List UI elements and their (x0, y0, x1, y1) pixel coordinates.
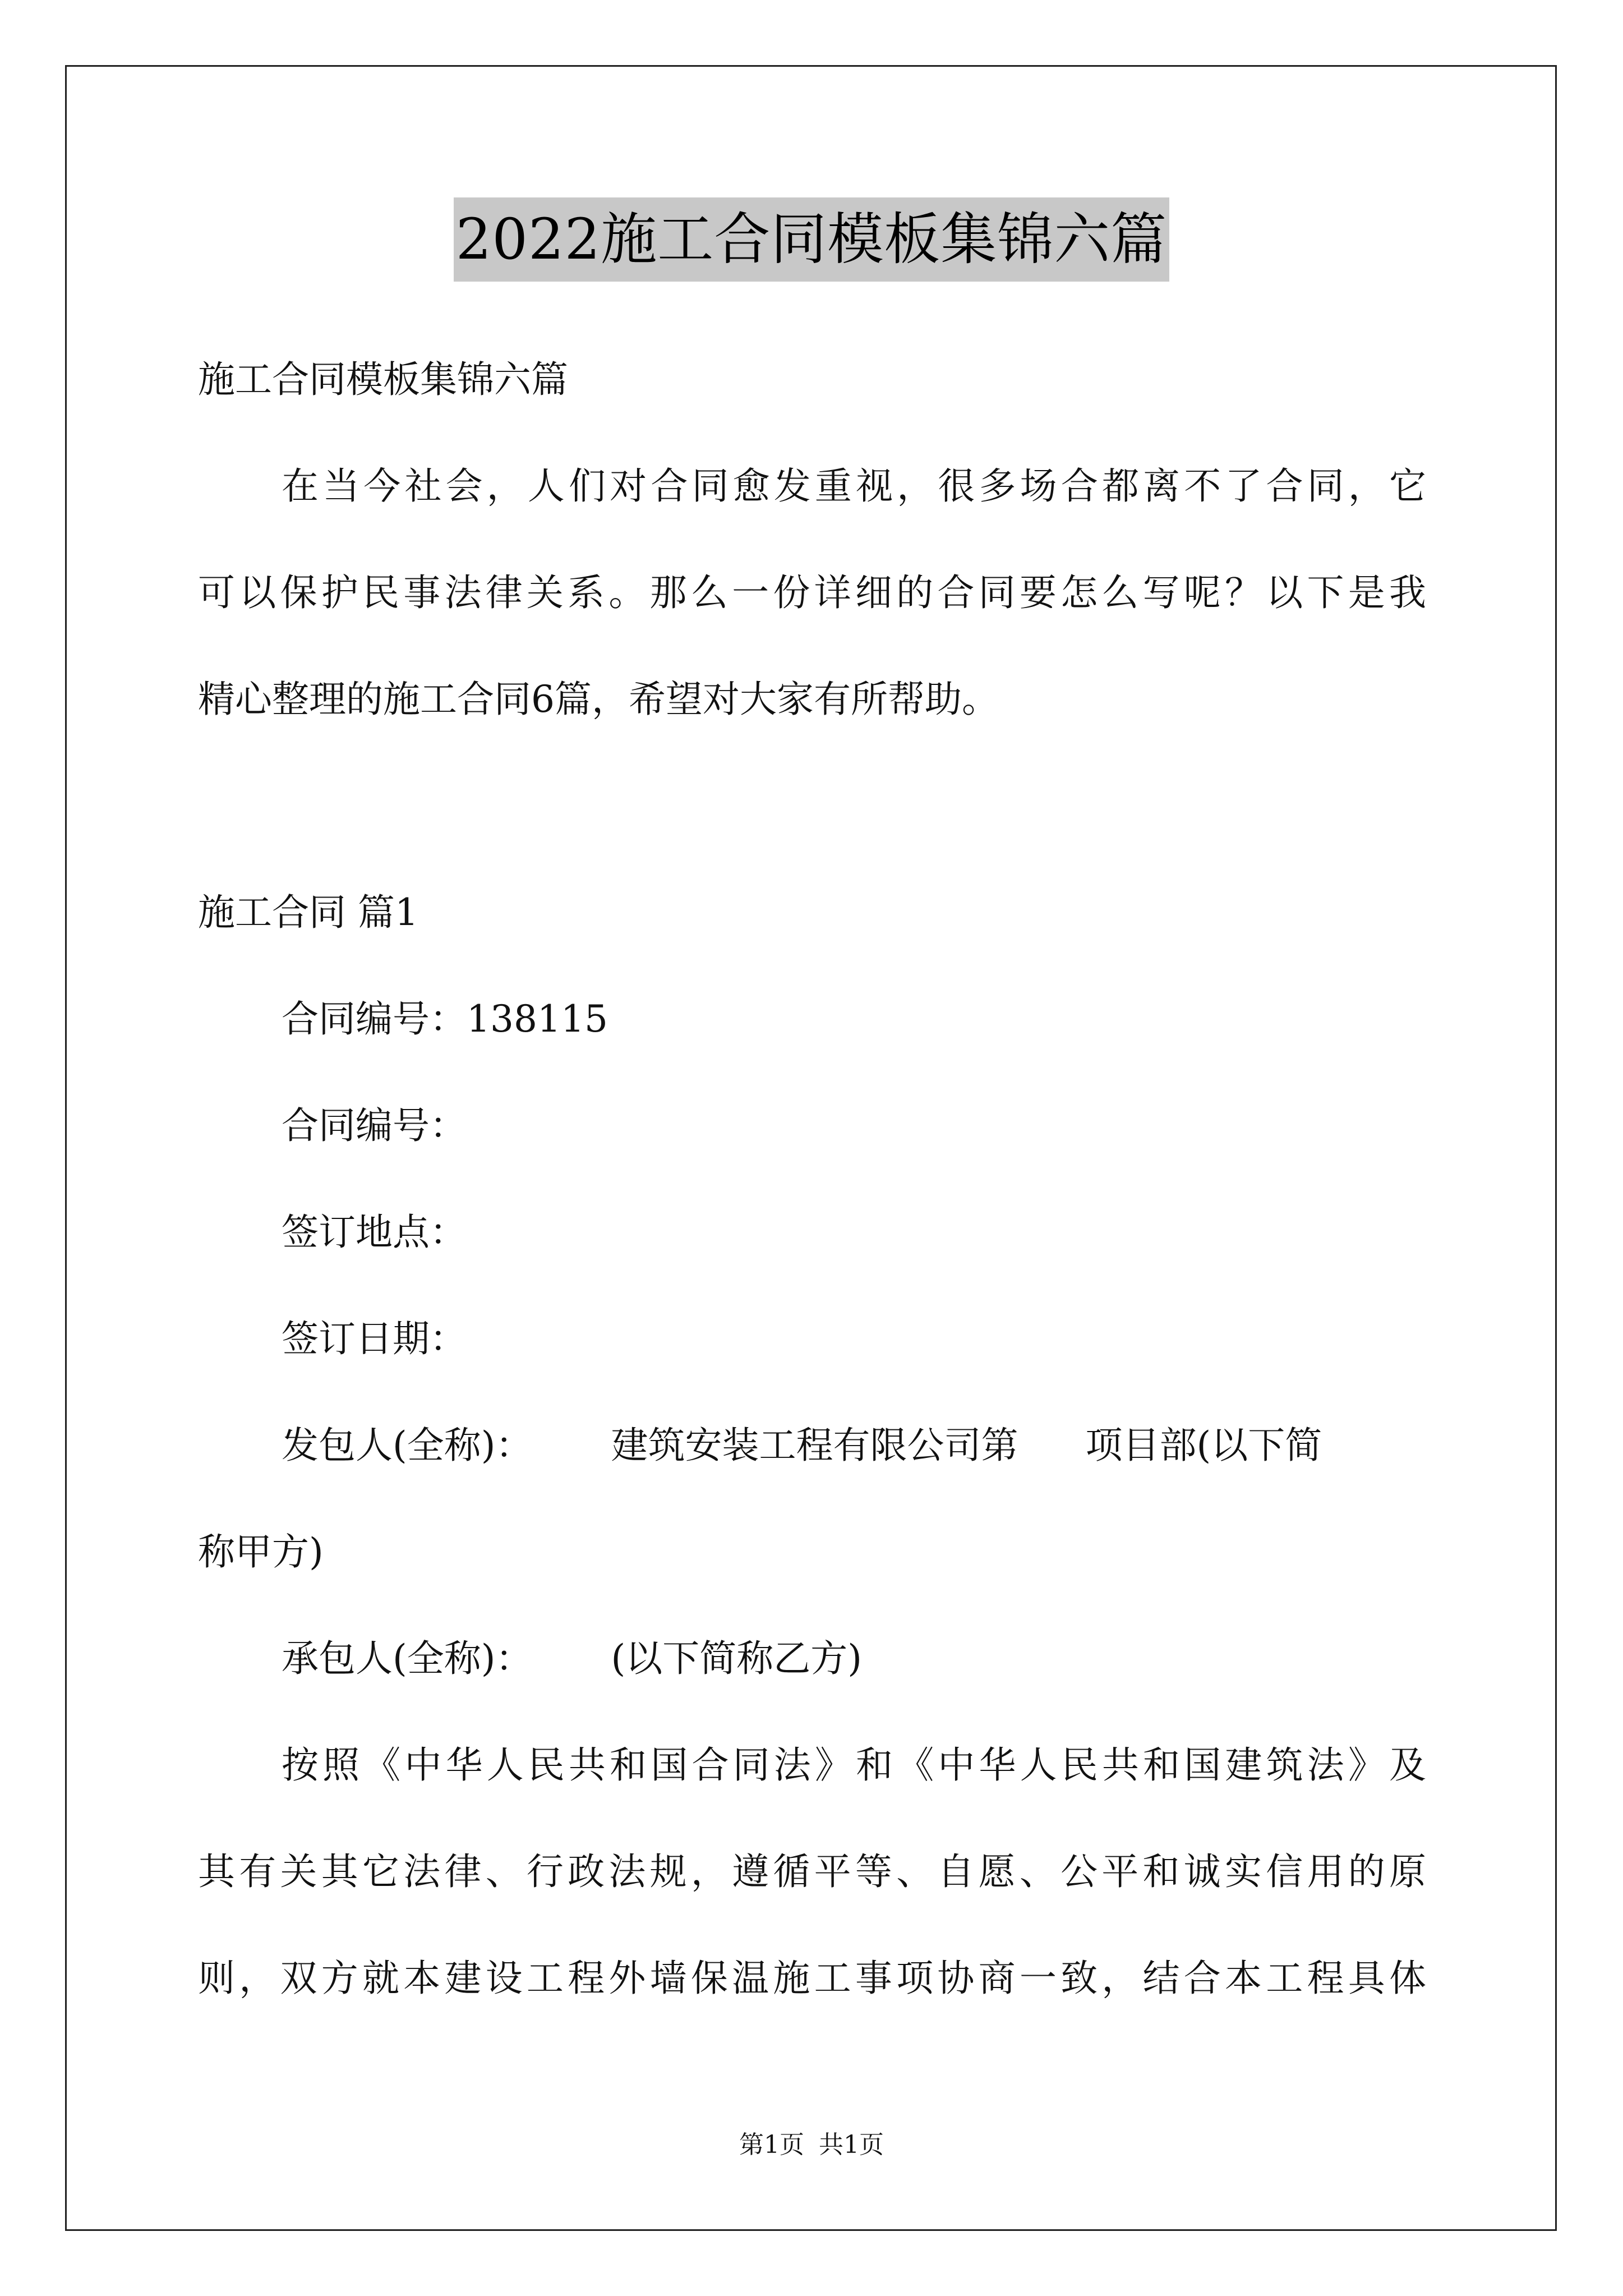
sign-place-label: 签订地点： (282, 1211, 467, 1254)
body-line-1: 按照《中华人民共和国合同法》和《中华人民共和国建筑法》及 (282, 1743, 1426, 1787)
document-title: 2022施工合同模板集锦六篇 (454, 197, 1170, 282)
party-a-label: 发包人(全称)： (282, 1424, 533, 1467)
contract-number-value: 138115 (467, 997, 608, 1041)
sign-date-label: 签订日期： (282, 1317, 467, 1360)
intro-line-1: 在当今社会，人们对合同愈发重视，很多场合都离不了合同，它 (282, 464, 1426, 508)
party-a-continuation: 称甲方) (198, 1530, 324, 1573)
section-heading: 施工合同 篇1 (198, 891, 418, 934)
document-subtitle: 施工合同模板集锦六篇 (198, 358, 568, 401)
page-total: 共1页 (819, 2131, 884, 2159)
party-b-label: 承包人(全称)： (282, 1637, 533, 1680)
contract-number-label: 合同编号： (282, 997, 467, 1041)
body-line-2: 其有关其它法律、行政法规，遵循平等、自愿、公平和诚实信用的原 (198, 1850, 1426, 1893)
contract-number-row (282, 994, 608, 1045)
page-footer (0, 2128, 1623, 2162)
party-a-company: 建筑安装工程有限公司第 (611, 1424, 1018, 1467)
page-number: 第1页 (739, 2131, 804, 2159)
title-container (0, 197, 1623, 282)
body-line-3: 则，双方就本建设工程外墙保温施工事项协商一致，结合本工程具体 (198, 1957, 1426, 2000)
intro-line-3: 精心整理的施工合同6篇，希望对大家有所帮助。 (198, 678, 999, 721)
party-b-note: (以下简称乙方) (611, 1637, 862, 1680)
party-b-row (282, 1634, 862, 1684)
party-a-row (282, 1420, 1322, 1471)
intro-line-2: 可以保护民事法律关系。那么一份详细的合同要怎么写呢？以下是我 (198, 571, 1426, 614)
contract-number-label-2: 合同编号： (282, 1104, 467, 1147)
party-a-dept: 项目部(以下简 (1085, 1424, 1322, 1467)
